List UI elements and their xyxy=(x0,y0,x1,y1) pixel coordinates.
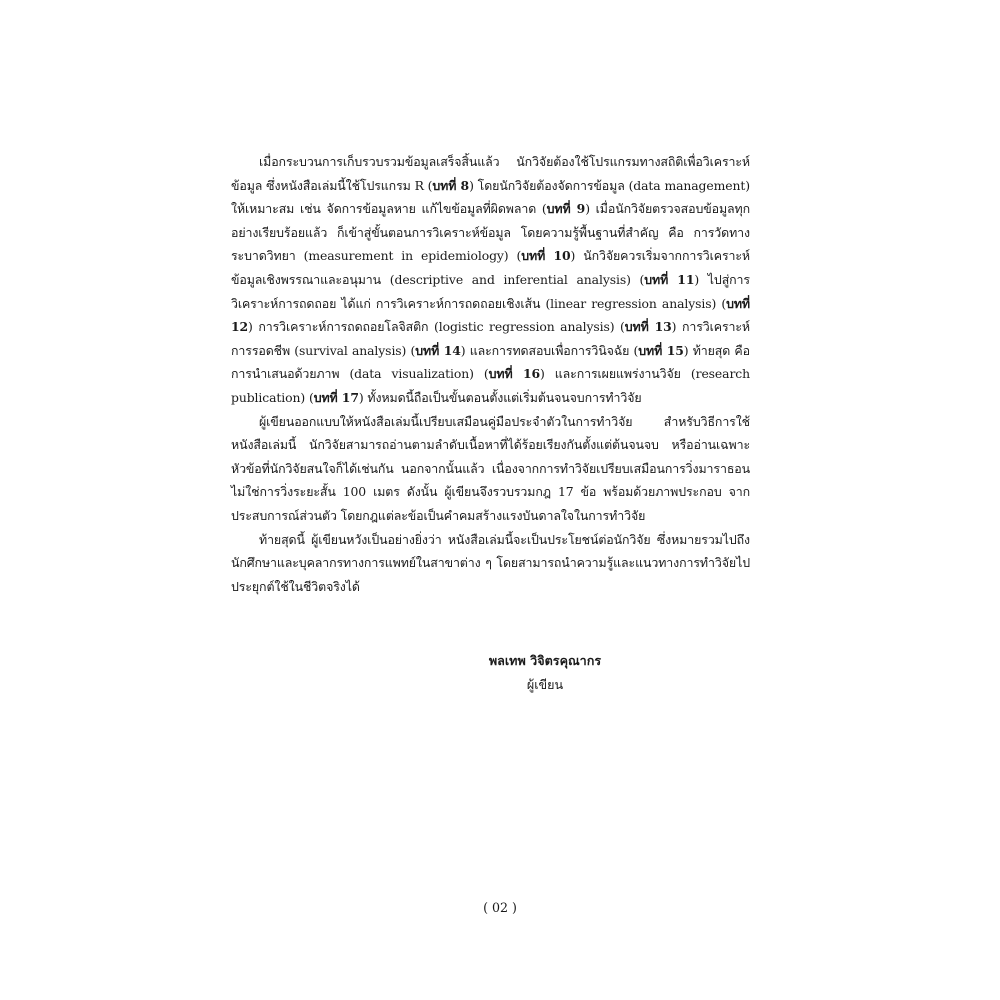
author-signature xyxy=(470,649,620,697)
preface-body xyxy=(231,150,750,598)
text-run: ) และการทดสอบเพื่อการวินิจฉัย ( xyxy=(460,342,639,358)
text-run: ) การวิเคราะห์การรอดชีพ (survival analysis) ( xyxy=(231,319,750,358)
paragraph-3 xyxy=(231,528,750,599)
chapter-reference: บทที่ 8 xyxy=(432,177,470,193)
text-run: ) การวิเคราะห์การถดถอยโลจิสติก (logistic regression analysis) ( xyxy=(248,319,625,335)
chapter-reference: บทที่ 13 xyxy=(624,319,672,335)
chapter-reference: บทที่ 17 xyxy=(313,389,359,405)
chapter-reference: บทที่ 14 xyxy=(415,342,461,358)
text-run: ) เมื่อนักวิจัยตรวจสอบข้อมูลทุกอย่างเรียบร้อยแล้ว ก็เข้าสู่ขั้นตอนการวิเคราะห์ข้อมูล โดยความรู้พื้นฐานที่สำคัญ คือ การวัดทางระบาดวิทยา (measurement in epidemiology) ( xyxy=(231,201,750,264)
chapter-reference: บทที่ 16 xyxy=(488,366,540,382)
text-run: ) โดยนักวิจัยต้องจัดการข้อมูล (data management) ให้เหมาะสม เช่น จัดการข้อมูลหาย แก้ไขข้อมูลที่ผิดพลาด ( xyxy=(231,177,750,217)
author-role: ผู้เขียน xyxy=(526,677,564,692)
chapter-reference: บทที่ 11 xyxy=(644,271,695,287)
page-number: ( 02 ) xyxy=(483,900,517,915)
text-run: ผู้เขียนออกแบบให้หนังสือเล่มนี้เปรียบเสมือนคู่มือประจำตัวในการทำวิจัย สำหรับวิธีการใช้หนังสือเล่มนี้ นักวิจัยสามารถอ่านตามลำดับเนื้อหาที่ได้ร้อยเรียงกันตั้งแต่ต้นจนจบ หรืออ่านเฉพาะหัวข้อที่นักวิจัยสนใจก็ได้เช่นกัน นอกจากนั้นแล้ว เนื่องจากการทำวิจัยเปรียบเสมือนการวิ่งมาราธอน ไม่ใช่การวิ่งระยะสั้น 100 เมตร ดังนั้น ผู้เขียนจึงรวบรวมกฎ 17 ข้อ พร้อมด้วยภาพประกอบ จากประสบการณ์ส่วนตัว โดยกฎแต่ละข้อเป็นคำคมสร้างแรงบันดาลใจในการทำวิจัย xyxy=(231,413,750,523)
text-run: ท้ายสุดนี้ ผู้เขียนหวังเป็นอย่างยิ่งว่า หนังสือเล่มนี้จะเป็นประโยชน์ต่อนักวิจัย ซึ่งหมายรวมไปถึงนักศึกษาและบุคลากรทางการแพทย์ในสาขาต่าง ๆ โดยสามารถนำความรู้และแนวทางการทำวิจัยไปประยุกต์ใช้ในชีวิตจริงได้ xyxy=(231,531,750,594)
chapter-reference: บทที่ 15 xyxy=(638,342,684,358)
text-run: เมื่อกระบวนการเก็บรวบรวมข้อมูลเสร็จสิ้นแล้ว นักวิจัยต้องใช้โปรแกรมทางสถิติเพื่อวิเคราะห์ข้อมูล ซึ่งหนังสือเล่มนี้ใช้โปรแกรม R ( xyxy=(231,154,750,193)
paragraph-2 xyxy=(231,410,750,528)
chapter-reference: บทที่ 9 xyxy=(546,201,586,217)
chapter-reference: บทที่ 10 xyxy=(521,248,571,264)
text-run: ) นักวิจัยควรเริ่มจากการวิเคราะห์ข้อมูลเชิงพรรณาและอนุมาน (descriptive and inferential analysis) ( xyxy=(231,248,750,287)
text-run: ) และการเผยแพร่งานวิจัย (research publication) ( xyxy=(231,366,750,405)
chapter-reference: บทที่ 12 xyxy=(231,295,750,335)
text-run: ) ไปสู่การวิเคราะห์การถดถอย ได้แก่ การวิเคราะห์การถดถอยเชิงเส้น (linear regression analysis) ( xyxy=(231,271,750,311)
text-run: ) ทั้งหมดนี้ถือเป็นขั้นตอนตั้งแต่เริ่มต้นจนจบการทำวิจัย xyxy=(358,389,642,405)
author-name: พลเทพ วิจิตรคุณากร xyxy=(488,653,602,668)
text-run: ) ท้ายสุด คือ การนำเสนอด้วยภาพ (data visualization) ( xyxy=(231,342,750,382)
paragraph-1 xyxy=(231,150,750,410)
